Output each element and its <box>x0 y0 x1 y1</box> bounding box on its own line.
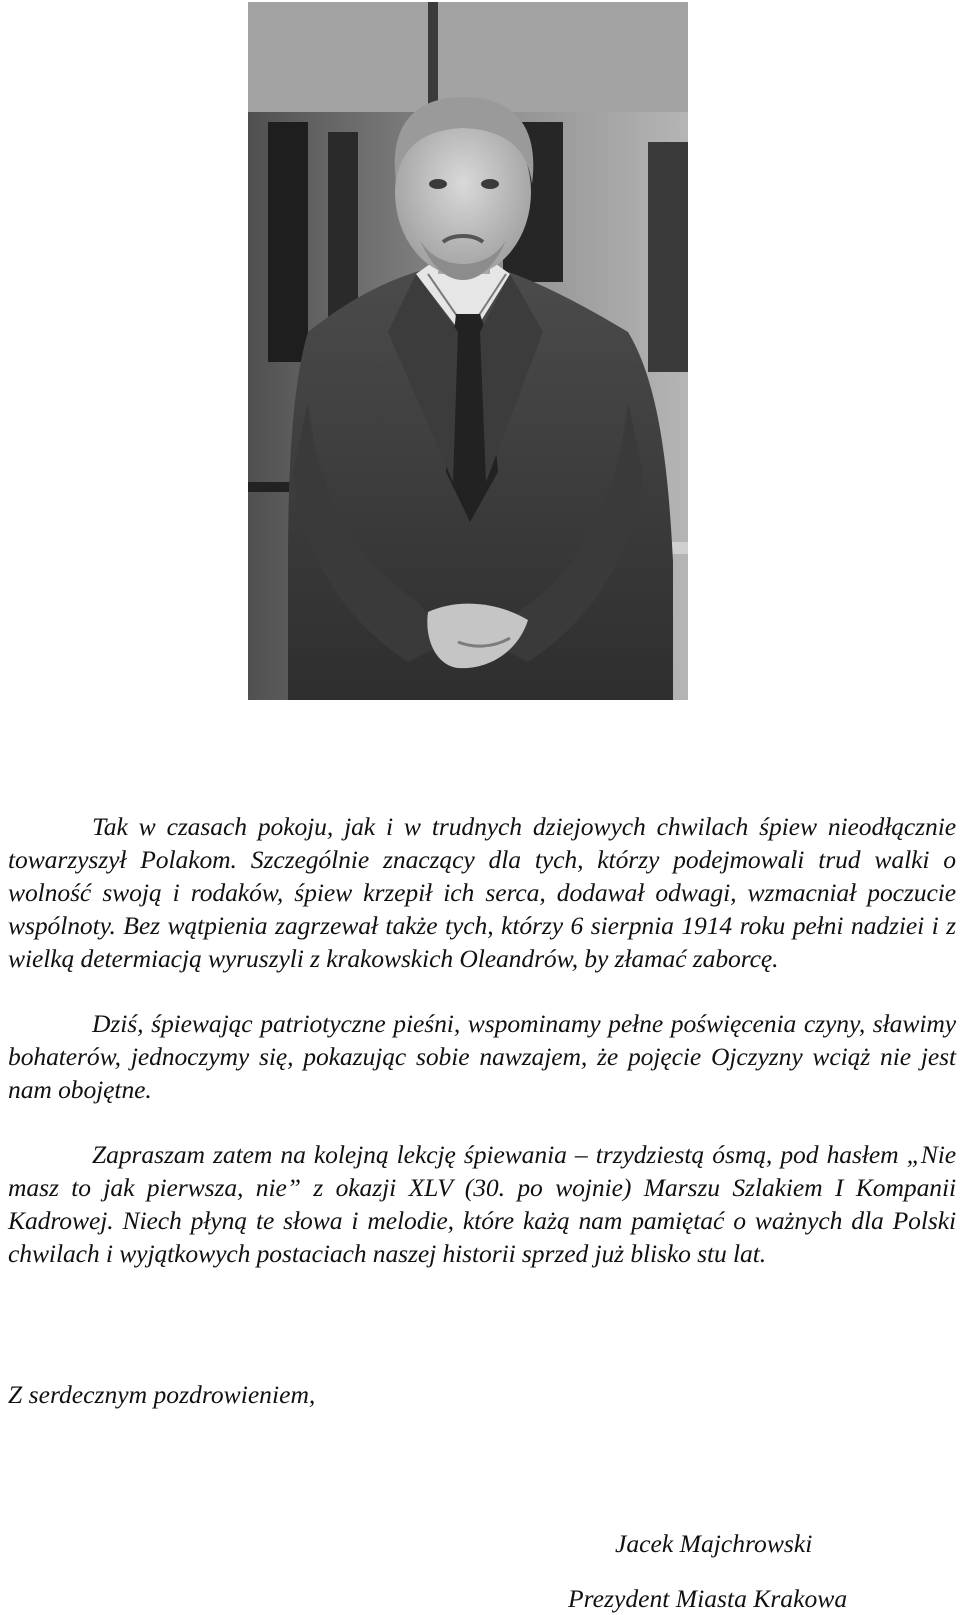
paragraph-1: Tak w czasach pokoju, jak i w trudnych dziejowych chwilach śpiew nieodłącznie towarzyszył Polakom. Szczególnie znaczący dla tych, którzy podejmowali trud walki o wolność swoją i rodaków, śpiew krzepił ich serca, dodawał odwagi, wzmacniał poczucie wspólnoty. Bez wątpienia zagrzewał także tych, którzy 6 sierpnia 1914 roku pełni nadziei i z wielką determiacją wyruszyli z krakowskich Oleandrów, by złamać zaborcę. <box>8 812 956 973</box>
portrait-photo <box>248 2 688 700</box>
closing-greeting: Z serdecznym pozdrowieniem, <box>8 1380 316 1409</box>
signature-block <box>568 1527 847 1615</box>
signature-name: Jacek Majchrowski <box>615 1529 813 1558</box>
signature-title: Prezydent Miasta Krakowa <box>568 1584 848 1613</box>
paragraph-3: Zapraszam zatem na kolejną lekcję śpiewania – trzydziestą ósmą, pod hasłem „Nie masz to jak pierwsza, nie” z okazji XLV (30. po wojnie) Marszu Szlakiem I Kompanii Kadrowej. Niech płyną te słowa i melodie, które każą nam pamiętać o ważnych dla Polski chwilach i wyjątkowych postaciach naszej historii sprzed już blisko stu lat. <box>8 1140 956 1268</box>
portrait-illustration <box>248 2 688 700</box>
paragraph-2: Dziś, śpiewając patriotyczne pieśni, wspominamy pełne poświęcenia czyny, sławimy bohaterów, jednoczymy się, pokazując sobie nawzajem, że pojęcie Ojczyzny wciąż nie jest nam obojętne. <box>8 1009 956 1104</box>
letter-body <box>8 810 956 1302</box>
